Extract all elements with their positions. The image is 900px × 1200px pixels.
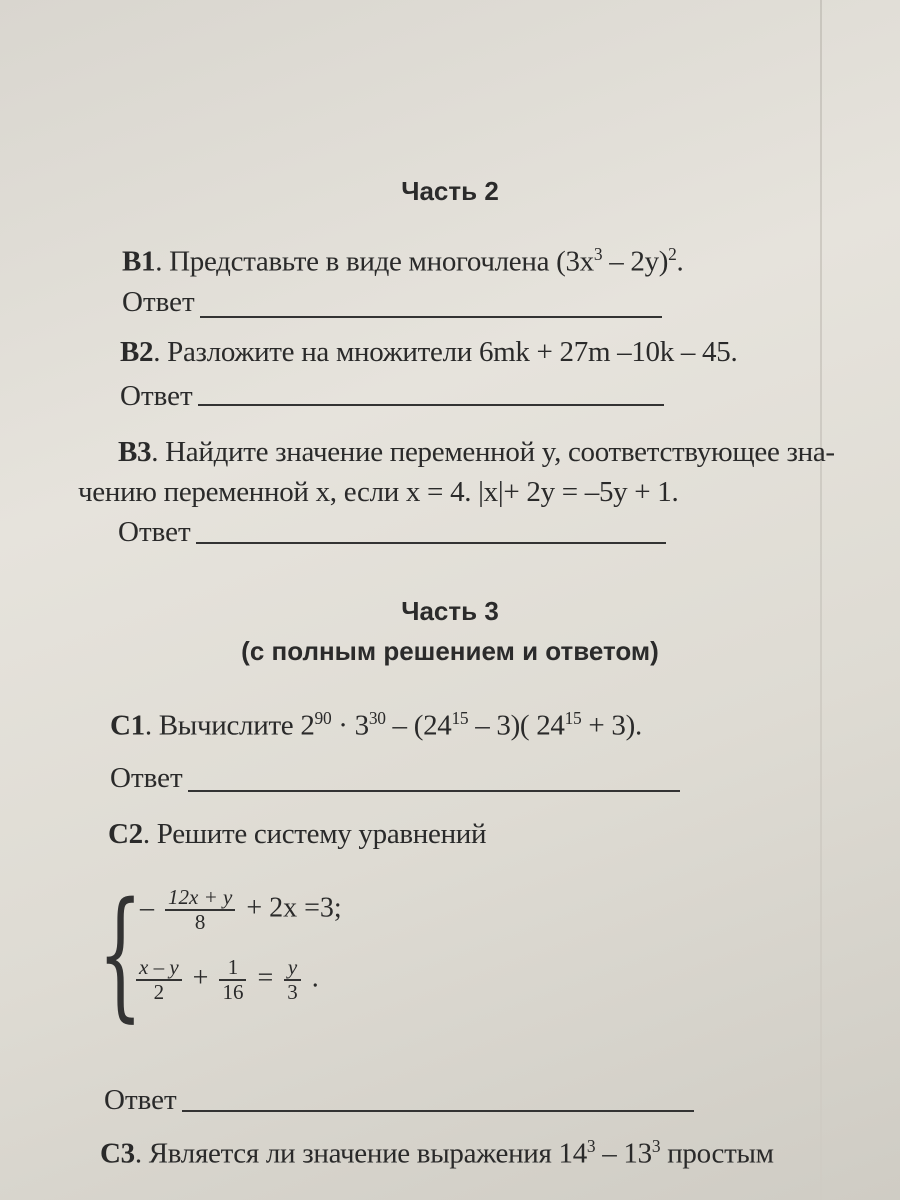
system-equation-1 [140, 886, 342, 934]
eq1-fraction [165, 886, 235, 934]
eq2-end: . [311, 962, 319, 994]
question-c3-exp1: 3 [586, 1136, 596, 1156]
eq2-denominator2: 16 [222, 980, 244, 1005]
eq2-numerator3: y [284, 956, 301, 981]
answer-label-b2: Ответ [120, 380, 193, 412]
eq2-denominator3: 3 [287, 980, 298, 1005]
question-c2-number: C2 [108, 818, 143, 850]
eq2-fraction1 [136, 956, 182, 1004]
eq1-denominator: 8 [194, 910, 206, 935]
question-c3-exp2: 3 [651, 1136, 661, 1156]
system-equation-2 [132, 956, 319, 1004]
system-brace: { [98, 873, 143, 1036]
question-b2 [120, 336, 737, 369]
question-b3-text-line1: . Найдите значение переменной y, соответствующее зна- [151, 436, 835, 468]
question-c1-exp1: 90 [314, 708, 332, 728]
question-c2-text: . Решите систему уравнений [142, 818, 487, 850]
question-c1-text-e: + 3). [581, 709, 642, 742]
answer-line-c2[interactable] [182, 1110, 694, 1112]
eq2-numerator2: 1 [219, 956, 246, 981]
eq2-fraction3 [284, 956, 301, 1004]
answer-label-c1: Ответ [110, 762, 183, 794]
question-c3-text: . Является ли значение выражения 14 [134, 1137, 587, 1170]
question-c3-mid: – 13 [595, 1137, 652, 1170]
eq1-minus: – [140, 892, 154, 924]
part3-title: Часть 3 [401, 596, 499, 626]
eq2-denominator1: 2 [153, 980, 165, 1005]
answer-label-c2: Ответ [104, 1084, 177, 1116]
question-c2 [108, 818, 486, 851]
question-b3-line2: чению переменной x, если x = 4. |x|+ 2y = –5y + 1. [78, 476, 679, 508]
question-b1 [122, 244, 684, 279]
question-c1-exp3: 15 [451, 708, 469, 728]
question-c3-end: простым [660, 1137, 774, 1170]
question-b2-text: . Разложите на множители 6mk + 27m –10k – 45. [153, 336, 738, 368]
eq1-numerator: 12x + y [165, 886, 235, 911]
question-c1-number: C1 [110, 709, 145, 742]
question-c3-number: C3 [100, 1137, 135, 1170]
question-c1 [110, 708, 642, 743]
part3-subtitle: (с полным решением и ответом) [241, 636, 659, 666]
question-c1-text-b: · 3 [331, 709, 369, 742]
answer-line-b3[interactable] [196, 542, 666, 544]
question-b2-number: B2 [120, 336, 154, 368]
part2-title: Часть 2 [401, 176, 499, 206]
eq1-rest: + 2x =3; [246, 892, 342, 924]
question-c1-text-c: – (24 [385, 709, 452, 742]
question-c1-text-a: . Вычислите 2 [144, 709, 315, 742]
question-b3-number: B3 [118, 436, 152, 468]
eq2-fraction2 [219, 956, 246, 1004]
question-c1-text-d: – 3)( 24 [468, 709, 565, 742]
eq2-numerator1: x – y [136, 956, 182, 981]
question-b1-exponent: 3 [593, 244, 603, 264]
question-b1-number: B1 [122, 245, 156, 278]
question-b1-end: . [676, 245, 684, 278]
eq2-equals: = [257, 962, 274, 994]
answer-line-c1[interactable] [188, 790, 680, 792]
answer-label-b3: Ответ [118, 516, 191, 548]
answer-line-b2[interactable] [198, 404, 664, 406]
question-b1-rest: – 2y) [602, 245, 669, 278]
question-c1-exp4: 15 [564, 708, 582, 728]
eq2-plus: + [192, 962, 209, 994]
answer-line-b1[interactable] [200, 316, 662, 318]
question-b1-exponent2: 2 [668, 244, 677, 264]
question-b1-text: . Представьте в виде многочлена (3x [155, 245, 594, 278]
question-c1-exp2: 30 [368, 708, 386, 728]
answer-label-b1: Ответ [122, 286, 195, 318]
question-c3 [100, 1136, 774, 1171]
question-b3-line1 [118, 436, 835, 469]
